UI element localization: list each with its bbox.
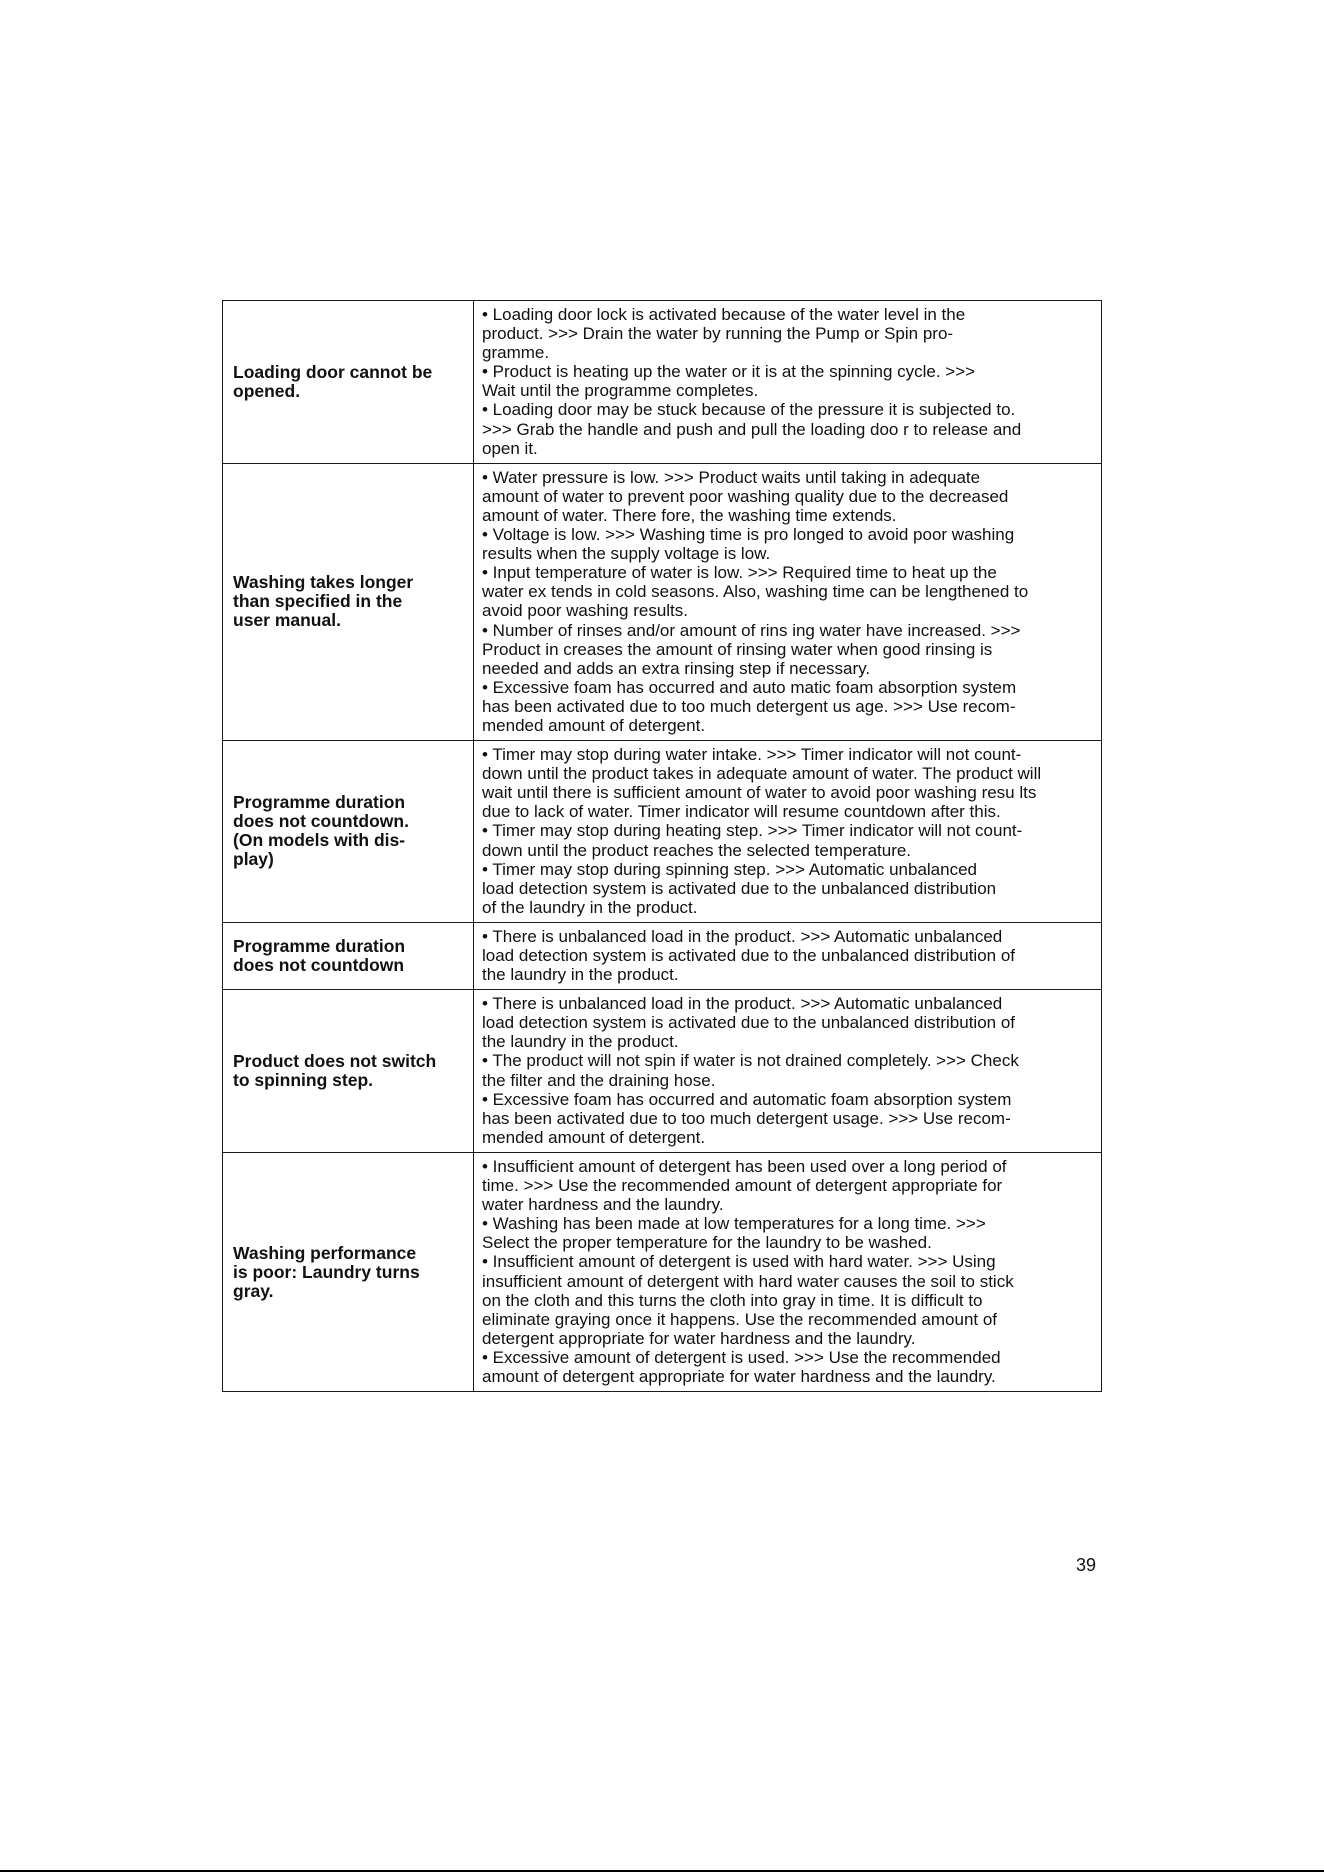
problem-text-line: Washing performance — [233, 1242, 417, 1263]
solution-text-line: the laundry in the product. — [482, 1032, 679, 1052]
solution-text-line: • Excessive amount of detergent is used. >>> Use the recommended — [482, 1347, 1001, 1367]
solution-text-line: eliminate graying once it happens. Use the recommended amount of — [482, 1309, 998, 1329]
problem-cell — [223, 463, 474, 740]
problem-text-line: gray. — [233, 1280, 274, 1301]
problem-text-line: does not countdown. — [233, 811, 409, 832]
table-row — [223, 741, 1102, 923]
problem-text-line: user manual. — [233, 610, 341, 631]
solution-text-line: load detection system is activated due to the unbalanced distribution of — [482, 946, 1016, 965]
solution-text-line: >>> Grab the handle and push and pull the loading doo r to release and — [482, 419, 1022, 439]
solution-text-line: avoid poor washing results. — [482, 601, 689, 621]
table-row — [223, 1152, 1102, 1391]
solution-text-line: has been activated due to too much detergent us age. >>> Use recom- — [482, 696, 1016, 716]
solution-text-line: the filter and the draining hose. — [482, 1070, 716, 1090]
troubleshooting-table-body — [223, 301, 1102, 1392]
solution-text-line: • There is unbalanced load in the product. >>> Automatic unbalanced — [482, 994, 1003, 1014]
problem-text-line: Product does not switch — [233, 1051, 437, 1072]
problem-cell — [223, 1152, 474, 1391]
problem-text-line: Loading door cannot be — [233, 361, 433, 382]
solution-text-line: water ex tends in cold seasons. Also, washing time can be lengthened to — [482, 582, 1029, 602]
solution-text-line: • The product will not spin if water is not drained completely. >>> Check — [482, 1051, 1019, 1071]
solution-text-line: • Number of rinses and/or amount of rins ing water have increased. >>> — [482, 620, 1021, 640]
solution-text-line: Select the proper temperature for the laundry to be washed. — [482, 1233, 932, 1253]
solution-cell — [474, 463, 1102, 740]
solution-cell — [474, 741, 1102, 923]
solution-text-line: • Insufficient amount of detergent is used with hard water. >>> Using — [482, 1252, 996, 1272]
problem-text-line: to spinning step. — [233, 1070, 373, 1091]
solution-text-line: • Voltage is low. >>> Washing time is pro longed to avoid poor washing — [482, 525, 1015, 545]
solution-text-line: water hardness and the laundry. — [482, 1195, 724, 1215]
solution-cell — [474, 990, 1102, 1153]
problem-text-line: play) — [233, 849, 274, 870]
solution-text-line: • Water pressure is low. >>> Product waits until taking in adequate — [482, 467, 981, 487]
solution-text-line: amount of water to prevent poor washing quality due to the decreased — [482, 486, 1009, 506]
solution-cell — [474, 922, 1102, 989]
solution-text-line: the laundry in the product. — [482, 965, 679, 985]
solution-text-line: amount of detergent appropriate for water hardness and the laundry. — [482, 1366, 996, 1386]
solution-text-line: • Washing has been made at low temperatures for a long time. >>> — [482, 1214, 986, 1234]
solution-text-line: • Timer may stop during water intake. >>> Timer indicator will not count- — [482, 745, 1022, 765]
solution-text-line: down until the product takes in adequate amount of water. The product will — [482, 764, 1042, 784]
solution-text-line: Wait until the programme completes. — [482, 381, 759, 401]
solution-text-line: • Loading door lock is activated because of the water level in the — [482, 305, 966, 324]
problem-cell — [223, 922, 474, 989]
solution-text-line: load detection system is activated due to the unbalanced distribution — [482, 878, 997, 898]
table-row — [223, 990, 1102, 1153]
table-row — [223, 301, 1102, 464]
solution-text-line: on the cloth and this turns the cloth into gray in time. It is difficult to — [482, 1290, 983, 1310]
problem-cell — [223, 301, 474, 464]
solution-text-line: results when the supply voltage is low. — [482, 544, 771, 564]
solution-text-line: • Product is heating up the water or it is at the spinning cycle. >>> — [482, 362, 976, 382]
solution-text-line: needed and adds an extra rinsing step if necessary. — [482, 658, 871, 678]
solution-text-line: • Timer may stop during heating step. >>> Timer indicator will not count- — [482, 821, 1023, 841]
problem-text-line: than specified in the — [233, 591, 403, 612]
solution-text-line: • Excessive foam has occurred and auto matic foam absorption system — [482, 677, 1017, 697]
table-row — [223, 922, 1102, 989]
troubleshooting-table — [222, 300, 1102, 1392]
solution-text-line: load detection system is activated due to the unbalanced distribution of — [482, 1013, 1016, 1033]
solution-text-line: time. >>> Use the recommended amount of detergent appropriate for — [482, 1176, 1003, 1196]
solution-text-line: • There is unbalanced load in the product. >>> Automatic unbalanced — [482, 926, 1003, 946]
problem-cell — [223, 990, 474, 1153]
solution-text-line: mended amount of detergent. — [482, 715, 706, 735]
solution-text-line: amount of water. There fore, the washing time extends. — [482, 505, 897, 525]
solution-text-line: insufficient amount of detergent with hard water causes the soil to stick — [482, 1271, 1014, 1291]
solution-text-line: mended amount of detergent. — [482, 1127, 706, 1147]
solution-text-line: • Timer may stop during spinning step. >>> Automatic unbalanced — [482, 859, 977, 879]
solution-text-line: detergent appropriate for water hardness and the laundry. — [482, 1328, 916, 1348]
solution-text-line: wait until there is sufficient amount of water to avoid poor washing resu lts — [482, 783, 1037, 803]
solution-text-line: • Loading door may be stuck because of the pressure it is subjected to. — [482, 400, 1016, 420]
solution-text-line: Product in creases the amount of rinsing water when good rinsing is — [482, 639, 993, 659]
solution-text-line: product. >>> Drain the water by running the Pump or Spin pro- — [482, 324, 954, 344]
solution-cell — [474, 1152, 1102, 1391]
solution-cell — [474, 301, 1102, 464]
problem-text-line: opened. — [233, 380, 301, 401]
problem-text-line: is poor: Laundry turns — [233, 1261, 420, 1282]
problem-text-line: Washing takes longer — [233, 572, 414, 593]
problem-text-line: Programme duration — [233, 792, 406, 813]
solution-text-line: • Input temperature of water is low. >>> Required time to heat up the — [482, 563, 997, 583]
solution-text-line: due to lack of water. Timer indicator will resume countdown after this. — [482, 802, 1001, 822]
solution-text-line: down until the product reaches the selected temperature. — [482, 840, 912, 860]
page-number: 39 — [1076, 1555, 1097, 1575]
solution-text-line: gramme. — [482, 343, 550, 363]
solution-text-line: has been activated due to too much detergent usage. >>> Use recom- — [482, 1108, 1011, 1128]
solution-text-line: • Excessive foam has occurred and automatic foam absorption system — [482, 1089, 1012, 1109]
problem-text-line: (On models with dis- — [233, 830, 406, 851]
table-row — [223, 463, 1102, 740]
problem-text-line: Programme duration — [233, 936, 406, 957]
solution-text-line: of the laundry in the product. — [482, 897, 698, 917]
solution-text-line: open it. — [482, 438, 538, 458]
problem-text-line: does not countdown — [233, 955, 405, 976]
solution-text-line: • Insufficient amount of detergent has been used over a long period of — [482, 1156, 1007, 1176]
problem-cell — [223, 741, 474, 923]
